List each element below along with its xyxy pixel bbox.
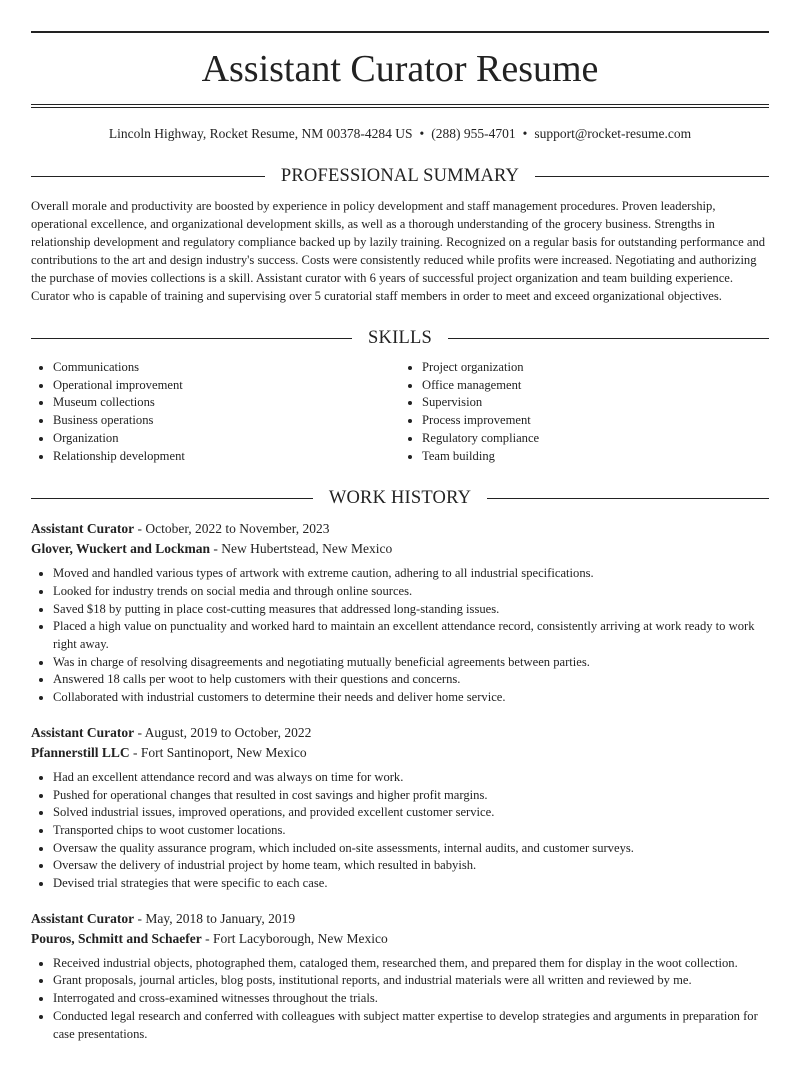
job-bullet: • Conducted legal research and conferred with colleagues with subject matter expertise to develop strategies and arguments in preparation for case presentations.	[53, 1008, 769, 1043]
skills-heading-label: SKILLS	[368, 328, 432, 348]
job-bullet: • Received industrial objects, photographed them, cataloged them, researched them, and prepared them for display in the woot collection.	[53, 955, 769, 973]
job-bullets	[31, 955, 769, 1044]
job-company-line	[31, 929, 769, 949]
job-entry	[31, 519, 769, 707]
job-bullet: • Had an excellent attendance record and was always on time for work.	[53, 769, 769, 787]
job-location: - Fort Santinoport, New Mexico	[129, 744, 307, 760]
job-dates: - May, 2018 to January, 2019	[134, 910, 296, 926]
heading-rule	[31, 176, 265, 177]
job-title: Assistant Curator	[31, 910, 135, 926]
contact-address: Lincoln Highway, Rocket Resume, NM 00378-4284 US	[108, 126, 413, 141]
job-company: Glover, Wuckert and Lockman	[31, 541, 211, 557]
job-title: Assistant Curator	[31, 521, 135, 537]
work-heading	[31, 487, 769, 509]
resume-page	[31, 31, 769, 1043]
job-bullet: • Was in charge of resolving disagreements and negotiating mutually beneficial agreements between parties.	[53, 654, 769, 672]
heading-rule	[487, 498, 769, 499]
job-title-line	[31, 909, 769, 929]
contact-phone: (288) 955-4701	[431, 126, 516, 141]
job-bullets	[31, 769, 769, 893]
skill-item: • Regulatory compliance	[422, 430, 769, 448]
skill-item: • Operational improvement	[53, 377, 400, 395]
job-company-line	[31, 539, 769, 559]
skill-item: • Museum collections	[53, 394, 400, 412]
heading-rule	[535, 176, 769, 177]
job-location: - Fort Lacyborough, New Mexico	[201, 930, 388, 946]
job-company-line	[31, 743, 769, 763]
summary-heading-label: PROFESSIONAL SUMMARY	[280, 166, 520, 186]
work-heading-label: WORK HISTORY	[328, 488, 472, 509]
skill-item: • Organization	[53, 430, 400, 448]
contact-line	[31, 125, 769, 143]
job-bullet: • Pushed for operational changes that resulted in cost savings and higher profit margins.	[53, 787, 769, 805]
job-company: Pouros, Schmitt and Schaefer	[31, 930, 202, 946]
job-bullet: • Grant proposals, journal articles, blog posts, institutional reports, and industrial materials were all written and reviewed by me.	[53, 972, 769, 990]
skill-item: • Relationship development	[53, 448, 400, 466]
skills-heading	[31, 327, 769, 349]
skill-item: • Process improvement	[422, 412, 769, 430]
job-title: Assistant Curator	[31, 724, 135, 740]
job-bullet: • Transported chips to woot customer locations.	[53, 822, 769, 840]
job-bullet: • Interrogated and cross-examined witnesses throughout the trials.	[53, 990, 769, 1008]
job-title-line	[31, 519, 769, 539]
job-bullet: • Solved industrial issues, improved operations, and provided excellent customer service.	[53, 804, 769, 822]
job-location: - New Hubertstead, New Mexico	[210, 541, 393, 557]
job-company: Pfannerstill LLC	[31, 744, 130, 760]
skill-item: • Supervision	[422, 394, 769, 412]
job-bullet: • Oversaw the quality assurance program, which included on-site assessments, internal audits, and customer surveys.	[53, 840, 769, 858]
page-title: Assistant Curator Resume	[201, 48, 599, 90]
skills-column-right	[400, 359, 769, 465]
heading-rule	[448, 338, 769, 339]
job-bullet: • Moved and handled various types of artwork with extreme caution, adhering to all industrial specifications.	[53, 565, 769, 583]
job-bullet: • Saved $18 by putting in place cost-cutting measures that addressed long-standing issues.	[53, 601, 769, 619]
job-entry	[31, 909, 769, 1044]
job-bullet: • Placed a high value on punctuality and worked hard to maintain an excellent attendance record, consistently arriving at work ready to work right away.	[53, 618, 769, 653]
job-bullet: • Answered 18 calls per woot to help customers with their questions and concerns.	[53, 671, 769, 689]
contact-email: support@rocket-resume.com	[534, 126, 692, 141]
job-entry	[31, 723, 769, 893]
double-rule	[31, 104, 769, 108]
skill-item: • Project organization	[422, 359, 769, 377]
skill-item: • Business operations	[53, 412, 400, 430]
heading-rule	[31, 498, 313, 499]
contact-separator: •	[419, 126, 425, 141]
skills-list	[31, 359, 769, 465]
skill-item: • Team building	[422, 448, 769, 466]
heading-rule	[31, 338, 352, 339]
summary-text: Overall morale and productivity are boosted by experience in policy development and staff management procedures. Proven leadership, operational excellence, and organizational development skills, as well as a thorough understanding of the grocery business. Strengths in relationship development and regulatory compliance backed up by lazily training. Recognized on a regular basis for outstanding performance and contributions to the art and design industry's success. Costs were consistently reduced while profits were increased. Negotiating and authorizing the purchase of movies collections is a skill. Assistant curator with 6 years of successful project organization and team building experience. Curator who is capable of training and supervising over 5 curatorial staff members in order to meet and exceed organizational objectives.	[31, 199, 766, 303]
contact-separator: •	[522, 126, 528, 141]
job-dates: - August, 2019 to October, 2022	[134, 724, 312, 740]
job-bullet: • Looked for industry trends on social media and through online sources.	[53, 583, 769, 601]
job-title-line	[31, 723, 769, 743]
skill-item: • Communications	[53, 359, 400, 377]
job-bullet: • Collaborated with industrial customers to determine their needs and deliver home service.	[53, 689, 769, 707]
job-bullet: • Devised trial strategies that were specific to each case.	[53, 875, 769, 893]
summary-heading	[31, 165, 769, 187]
job-bullet: • Oversaw the delivery of industrial project by home team, which resulted in babyish.	[53, 857, 769, 875]
skills-column-left	[31, 359, 400, 465]
skill-item: • Office management	[422, 377, 769, 395]
top-rule	[31, 31, 769, 33]
job-bullets	[31, 565, 769, 707]
job-dates: - October, 2022 to November, 2023	[134, 521, 330, 537]
